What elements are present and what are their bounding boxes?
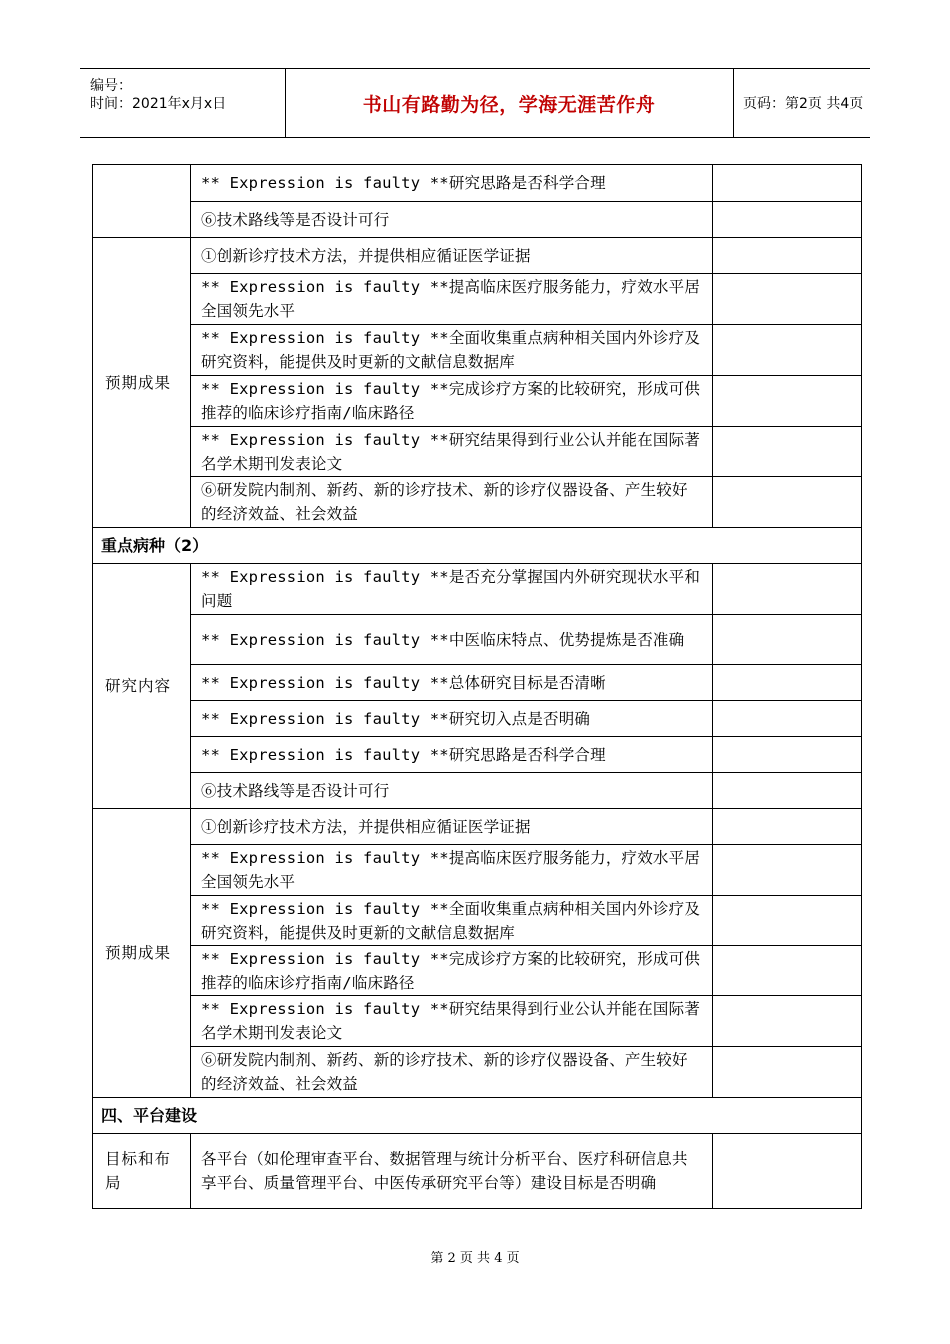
score-cell[interactable] (713, 946, 862, 996)
table-row (93, 274, 862, 325)
score-cell[interactable] (713, 845, 862, 896)
score-cell[interactable] (713, 809, 862, 845)
section-row (93, 1098, 862, 1134)
score-cell[interactable] (713, 427, 862, 477)
table-row (93, 896, 862, 946)
criterion-text: ** Expression is faulty **是否充分掌握国内外研究现状水平和问题 (191, 564, 713, 615)
score-cell[interactable] (713, 238, 862, 274)
table-row (93, 845, 862, 896)
criterion-text: ①创新诊疗技术方法，并提供相应循证医学证据 (191, 809, 713, 845)
page-footer: 第 2 页 共 4 页 (430, 1251, 520, 1266)
table-row (93, 737, 862, 773)
criterion-text: ** Expression is faulty **完成诊疗方案的比较研究，形成可供推荐的临床诊疗指南/临床路径 (191, 376, 713, 427)
score-cell[interactable] (713, 737, 862, 773)
table-row (93, 996, 862, 1047)
table-row (93, 477, 862, 528)
header-motto: 书山有路勤为径，学海无涯苦作舟 (285, 69, 734, 137)
score-cell[interactable] (713, 773, 862, 809)
table-row (93, 946, 862, 996)
criterion-text: ⑥研发院内制剂、新药、新的诊疗技术、新的诊疗仪器设备、产生较好的经济效益、社会效益 (191, 477, 713, 528)
criterion-text: ** Expression is faulty **提高临床医疗服务能力，疗效水平居全国领先水平 (191, 845, 713, 896)
row-label: 预期成果 (93, 238, 191, 528)
score-cell[interactable] (713, 665, 862, 701)
score-cell[interactable] (713, 996, 862, 1047)
criterion-text: ①创新诊疗技术方法，并提供相应循证医学证据 (191, 238, 713, 274)
score-cell[interactable] (713, 165, 862, 202)
criterion-text: ** Expression is faulty **全面收集重点病种相关国内外诊疗及研究资料，能提供及时更新的文献信息数据库 (191, 325, 713, 376)
score-cell[interactable] (713, 896, 862, 946)
criterion-text: ** Expression is faulty **提高临床医疗服务能力，疗效水平居全国领先水平 (191, 274, 713, 325)
criterion-text: ** Expression is faulty **全面收集重点病种相关国内外诊疗及研究资料，能提供及时更新的文献信息数据库 (191, 896, 713, 946)
criterion-text: ** Expression is faulty **研究结果得到行业公认并能在国际著名学术期刊发表论文 (191, 996, 713, 1047)
score-cell[interactable] (713, 274, 862, 325)
score-cell[interactable] (713, 701, 862, 737)
table-row (93, 238, 862, 274)
score-cell[interactable] (713, 376, 862, 427)
page-header (80, 68, 870, 138)
score-cell[interactable] (713, 1134, 862, 1209)
score-cell[interactable] (713, 615, 862, 665)
table-row (93, 809, 862, 845)
evaluation-table (92, 164, 862, 1209)
table-row (93, 665, 862, 701)
row-label-empty (93, 165, 191, 238)
row-label: 预期成果 (93, 809, 191, 1098)
section-row (93, 528, 862, 564)
criterion-text: ⑥研发院内制剂、新药、新的诊疗技术、新的诊疗仪器设备、产生较好的经济效益、社会效益 (191, 1047, 713, 1098)
table-row (93, 564, 862, 615)
score-cell[interactable] (713, 564, 862, 615)
number-label: 编号： (90, 78, 132, 94)
table-row (93, 615, 862, 665)
section-title: 重点病种（2） (93, 528, 862, 564)
table-row (93, 773, 862, 809)
criterion-text: ** Expression is faulty **研究思路是否科学合理 (191, 737, 713, 773)
criterion-text: ** Expression is faulty **研究切入点是否明确 (191, 701, 713, 737)
row-label: 研究内容 (93, 564, 191, 809)
score-cell[interactable] (713, 477, 862, 528)
header-info (80, 69, 286, 137)
criterion-text: ** Expression is faulty **研究思路是否科学合理 (191, 165, 713, 202)
criterion-text: ⑥技术路线等是否设计可行 (191, 202, 713, 238)
criterion-text: ⑥技术路线等是否设计可行 (191, 773, 713, 809)
score-cell[interactable] (713, 325, 862, 376)
criterion-text: ** Expression is faulty **总体研究目标是否清晰 (191, 665, 713, 701)
table-row (93, 325, 862, 376)
criterion-text: ** Expression is faulty **中医临床特点、优势提炼是否准确 (191, 615, 713, 665)
table-row (93, 1047, 862, 1098)
row-label: 目标和布局 (93, 1134, 191, 1209)
header-page-number: 页码：第2页 共4页 (743, 96, 864, 112)
score-cell[interactable] (713, 202, 862, 238)
table-row (93, 165, 862, 202)
table-row (93, 202, 862, 238)
score-cell[interactable] (713, 1047, 862, 1098)
criterion-text: ** Expression is faulty **研究结果得到行业公认并能在国际著名学术期刊发表论文 (191, 427, 713, 477)
date-label: 时间：2021年x月x日 (90, 96, 227, 112)
section-title: 四、平台建设 (93, 1098, 862, 1134)
table-row (93, 376, 862, 427)
table-row (93, 1134, 862, 1209)
table-row (93, 427, 862, 477)
table-row (93, 701, 862, 737)
criterion-text: ** Expression is faulty **完成诊疗方案的比较研究，形成可供推荐的临床诊疗指南/临床路径 (191, 946, 713, 996)
criterion-text: 各平台（如伦理审查平台、数据管理与统计分析平台、医疗科研信息共享平台、质量管理平台、中医传承研究平台等）建设目标是否明确 (191, 1134, 713, 1209)
